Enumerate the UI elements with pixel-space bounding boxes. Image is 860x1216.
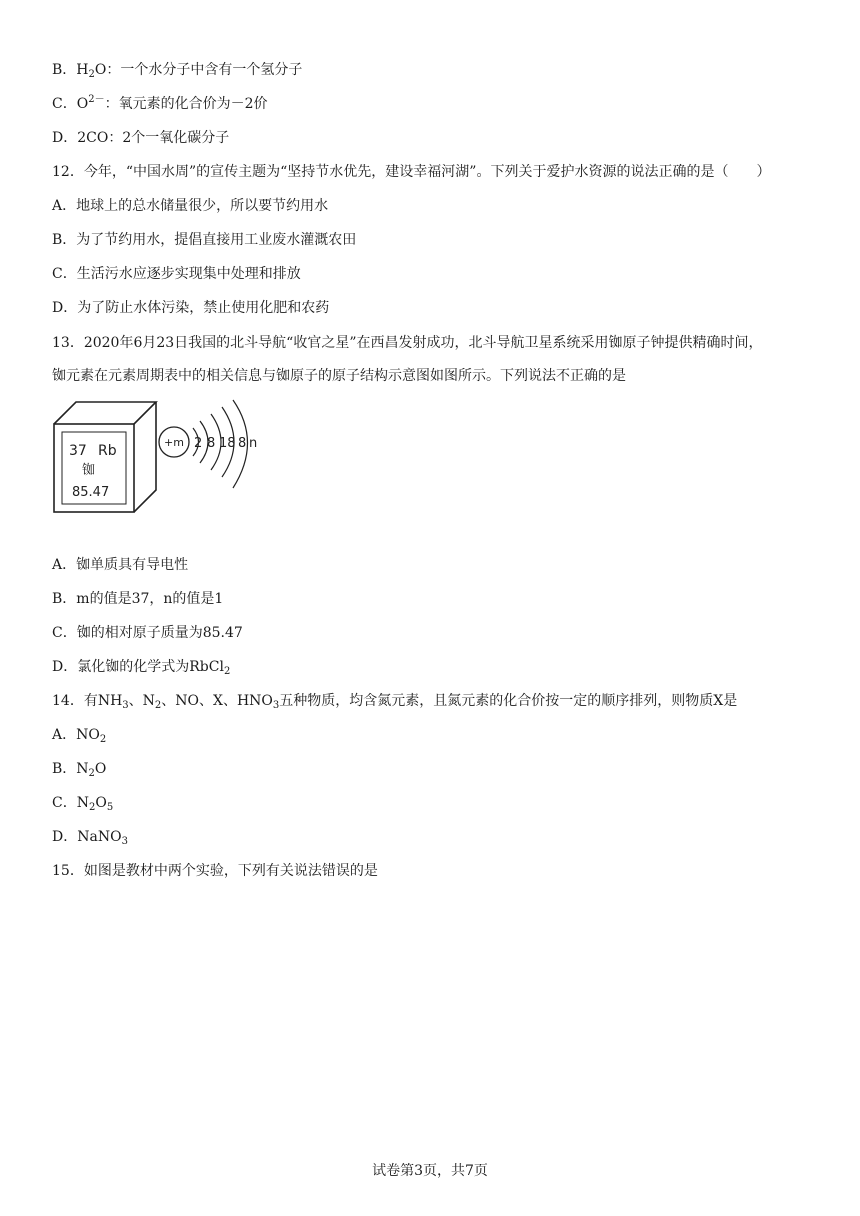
question-13-option-a: A．铷单质具有导电性 bbox=[52, 557, 189, 573]
atomic-mass: 85.47 bbox=[72, 485, 110, 500]
shell-5-electrons: n bbox=[249, 436, 258, 451]
question-14-option-b: B．$N_2O$ bbox=[52, 761, 107, 779]
rubidium-figure bbox=[52, 398, 272, 542]
shell-2-electrons: 8 bbox=[207, 436, 216, 451]
question-12-option-a: A．地球上的总水储量很少，所以要节约用水 bbox=[52, 198, 329, 214]
element-symbol: Rb bbox=[98, 443, 117, 459]
element-number: 37 bbox=[69, 443, 87, 459]
question-13-line-2: 铷元素在元素周期表中的相关信息与铷原子的原子结构示意图如图所示。下列说法不正确的是 bbox=[52, 368, 626, 384]
shell-3-electrons: 18 bbox=[219, 436, 236, 451]
shell-1-electrons: 2 bbox=[194, 436, 203, 451]
question-15: 15．如图是教材中两个实验，下列有关说法错误的是 bbox=[52, 863, 378, 879]
question-14: 14．有$NH_3$、$N_2$、NO、X、$HNO_3$五种物质，均含氮元素，且氮元素的化合价按一定的顺序排列，则物质X是 bbox=[52, 693, 738, 711]
nucleus-label: +m bbox=[164, 436, 184, 449]
question-14-option-c: C．$N_2O_5$ bbox=[52, 795, 114, 813]
question-13-option-c: C．铷的相对原子质量为85.47 bbox=[52, 625, 243, 641]
question-13-option-d: D．氯化铷的化学式为RbCl$_2$ bbox=[52, 659, 231, 677]
page-footer: 试卷第3页，共7页 bbox=[372, 1163, 488, 1179]
option-b-line: B．$H_2O$：一个水分子中含有一个氢分子 bbox=[52, 62, 303, 80]
question-14-option-d: D．NaNO$_3$ bbox=[52, 829, 128, 847]
element-name: 铷 bbox=[82, 463, 96, 478]
rubidium-diagram bbox=[52, 398, 272, 538]
question-12-option-d: D．为了防止水体污染，禁止使用化肥和农药 bbox=[52, 300, 330, 316]
question-14-option-a: A．$NO_2$ bbox=[52, 727, 107, 745]
question-12-option-c: C．生活污水应逐步实现集中处理和排放 bbox=[52, 266, 301, 282]
question-12: 12．今年，“中国水周”的宣传主题为“坚持节水优先，建设幸福河湖”。下列关于爱护水资源的说法正确的是（ ） bbox=[52, 164, 771, 180]
question-13-line-1: 13．2020年6月23日我国的北斗导航“收官之星”在西昌发射成功，北斗导航卫星系统采用铷原子钟提供精确时间， bbox=[52, 335, 763, 351]
option-d-line: D．2CO：2个一氧化碳分子 bbox=[52, 130, 230, 146]
shell-4-electrons: 8 bbox=[238, 436, 247, 451]
question-13-option-b: B．m的值是37，n的值是1 bbox=[52, 591, 224, 607]
question-12-option-b: B．为了节约用水，提倡直接用工业废水灌溉农田 bbox=[52, 232, 357, 248]
option-c-line: C．$O^{2-}$：氧元素的化合价为－2价 bbox=[52, 94, 268, 112]
